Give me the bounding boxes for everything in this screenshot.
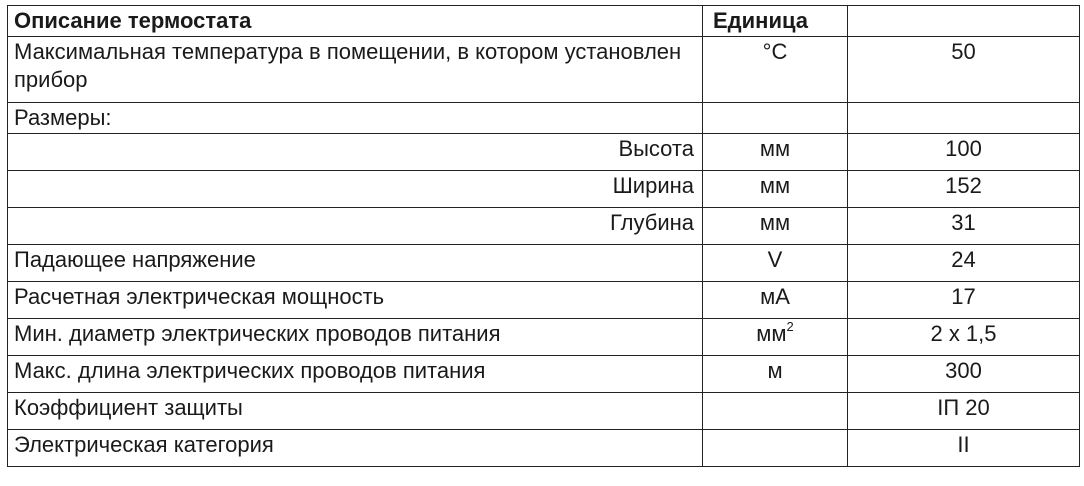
table-row	[8, 356, 1080, 393]
row-value: 100	[848, 134, 1080, 171]
row-description: Падающее напряжение	[8, 245, 703, 282]
header-unit: Единица	[703, 6, 848, 37]
header-description: Описание термостата	[8, 6, 703, 37]
row-unit	[703, 319, 848, 356]
table-row	[8, 134, 1080, 171]
header-value	[848, 6, 1080, 37]
row-description: Максимальная температура в помещении, в котором установлен прибор	[8, 37, 703, 103]
row-value: 152	[848, 171, 1080, 208]
row-unit: мм	[703, 134, 848, 171]
table-header-row	[8, 6, 1080, 37]
row-value: 2 x 1,5	[848, 319, 1080, 356]
row-description: Расчетная электрическая мощность	[8, 282, 703, 319]
unit-superscript: 2	[786, 318, 794, 334]
row-value: 50	[848, 37, 1080, 103]
row-description: Высота	[8, 134, 703, 171]
table-row	[8, 208, 1080, 245]
row-value: IП 20	[848, 393, 1080, 430]
row-description: Мин. диаметр электрических проводов питания	[8, 319, 703, 356]
row-unit	[703, 103, 848, 134]
table-row	[8, 430, 1080, 467]
row-value: 300	[848, 356, 1080, 393]
row-description: Размеры:	[8, 103, 703, 134]
row-description: Макс. длина электрических проводов питания	[8, 356, 703, 393]
row-value: 31	[848, 208, 1080, 245]
row-description: Ширина	[8, 171, 703, 208]
row-value: II	[848, 430, 1080, 467]
table-row	[8, 103, 1080, 134]
row-unit: мм	[703, 171, 848, 208]
unit-text: мм	[756, 321, 787, 346]
thermostat-specs-table	[7, 5, 1080, 467]
table-row	[8, 171, 1080, 208]
row-value	[848, 103, 1080, 134]
row-unit: мА	[703, 282, 848, 319]
row-value: 17	[848, 282, 1080, 319]
row-description: Коэффициент защиты	[8, 393, 703, 430]
table-row	[8, 37, 1080, 103]
row-value: 24	[848, 245, 1080, 282]
row-unit	[703, 430, 848, 467]
table-row	[8, 245, 1080, 282]
row-unit	[703, 393, 848, 430]
table-row	[8, 393, 1080, 430]
row-unit: мм	[703, 208, 848, 245]
row-unit: V	[703, 245, 848, 282]
row-description: Электрическая категория	[8, 430, 703, 467]
row-unit: м	[703, 356, 848, 393]
row-description: Глубина	[8, 208, 703, 245]
table-row	[8, 319, 1080, 356]
row-unit: °C	[703, 37, 848, 103]
table-row	[8, 282, 1080, 319]
